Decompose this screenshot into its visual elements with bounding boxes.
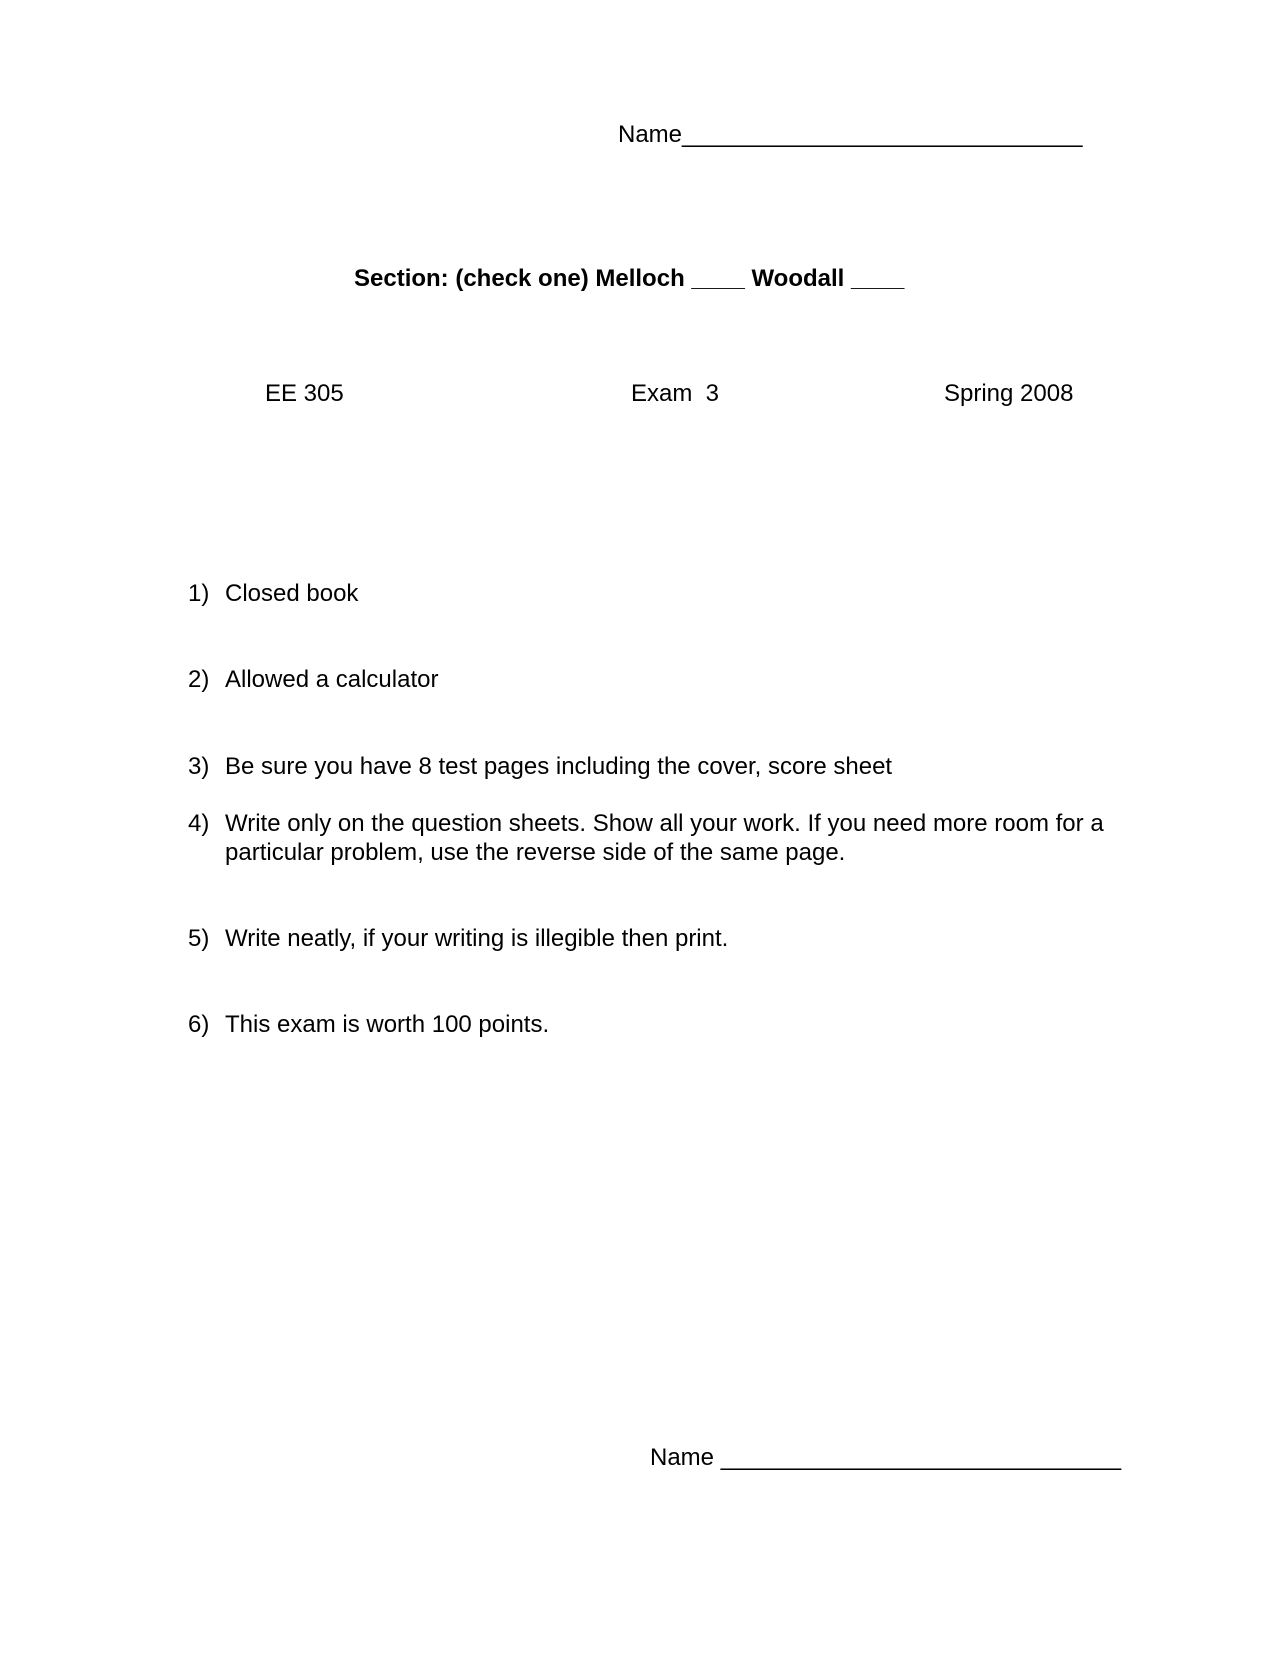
instruction-number: 6) — [188, 1011, 210, 1038]
course-code: EE 305 — [265, 380, 344, 407]
instruction-number: 1) — [188, 580, 210, 607]
section-selection-line: Section: (check one) Melloch ____ Woodall ____ — [354, 265, 905, 292]
instruction-text: Allowed a calculator — [225, 666, 439, 693]
instruction-number: 3) — [188, 753, 210, 780]
exam-term: Spring 2008 — [944, 380, 1074, 407]
instruction-text: Write only on the question sheets. Show all your work. If you need more room for a particular problem, use the reverse side of the same page. — [225, 810, 1104, 866]
exam-number: Exam 3 — [631, 380, 720, 407]
instruction-text: This exam is worth 100 points. — [225, 1011, 550, 1038]
instruction-number: 4) — [188, 810, 210, 837]
instruction-text: Closed book — [225, 580, 359, 607]
instruction-text: Be sure you have 8 test pages including the cover, score sheet — [225, 753, 893, 780]
name-field-bottom: Name ______________________________ — [650, 1444, 1122, 1471]
instruction-text: Write neatly, if your writing is illegible then print. — [225, 925, 729, 952]
name-field-top: Name______________________________ — [618, 121, 1083, 148]
instruction-number: 2) — [188, 666, 210, 693]
instruction-number: 5) — [188, 925, 210, 952]
